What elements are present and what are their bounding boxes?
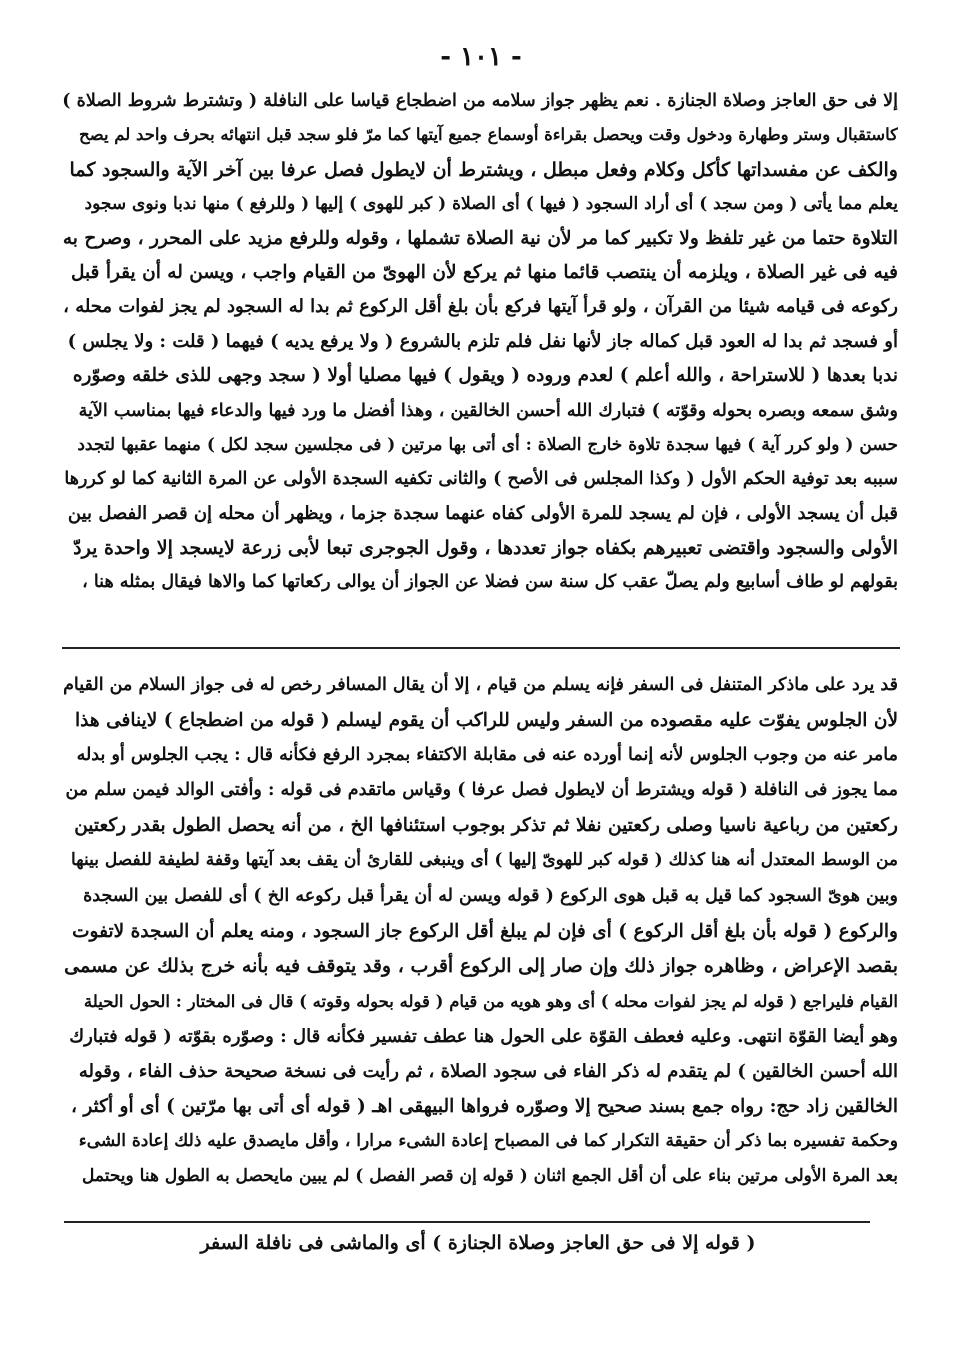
footnote-divider — [64, 1221, 870, 1223]
section-divider — [62, 647, 900, 649]
main-text-line: بقولهم لو طاف أسابيع ولم يصلّ عقب كل سنة سن فضلا عن الجواز أن يوالى ركعاتها كما والاها فيقال بمثله هنا ، — [82, 572, 898, 593]
main-text-line: أو فسجد ثم بدا له العود قبل كماله جاز لأنها نفل فلم تلزم بالشروع ( ولا يرفع يديه ) فيهما ( قلت : ولا يجلس ) — [67, 330, 898, 352]
commentary-line: القيام فليراجع ( قوله لم يجز لفوات محله ) أى وهو هويه من قيام ( قوله بحوله وقوته ) قال فى المختار : الحول الحيلة — [83, 991, 898, 1011]
commentary-line: قد يرد على ماذكر المتنفل فى السفر فإنه يسلم من قيام ، إلا أن يقال المسافر رخص له فى جواز السلام من القيام — [63, 675, 898, 695]
commentary-line: الخالقين زاد حج: رواه جمع بسند صحيح إلا وصوّره فرواها البيهقى اهـ ( قوله أى أتى بها مرّتين ) أى أو أكثر ، — [70, 1096, 898, 1118]
main-text-line: ندبا بعدها ( للاستراحة ، والله أعلم ) لعدم وروده ( ويقول ) فيها مصليا أولا ( سجد وجهى للذى خلقه وصوّره — [72, 365, 898, 387]
commentary-line: مما يجوز فى النافلة ( قوله ويشترط أن لايطول فصل عرفا ) وقياس ماتقدم فى قوله : وأفتى الوالد فيمن سلم من — [65, 780, 898, 801]
commentary-line: وحكمة تفسيره بما ذكر أن حقيقة التكرار كما فى المصباح إعادة الشىء مرارا ، وأقل مايصدق عليه ذلك إعادة الشىء — [78, 1131, 898, 1152]
main-text-line: ركوعه فى قيامه شيئا من القرآن ، ولو قرأ آيتها فركع بأن بلغ أقل الركوع ثم بدا له السجود لم يجز لفوات محله ، — [63, 296, 898, 318]
commentary-line: الله أحسن الخالقين ) لم يتقدم له ذكر الفاء فى سجود الصلاة ، ثم رأيت فى نسخة صحيحة حذف الفاء ، وقوله — [78, 1061, 898, 1083]
commentary-line: لأن الجلوس يفوّت عليه مقصوده من السفر وليس للراكب أن يقوم ليسلم ( قوله من اضطجاع ) لاينافى هذا — [75, 710, 898, 732]
page-number: - ١٠١ - — [440, 42, 522, 72]
main-text — [62, 84, 898, 600]
main-text-line: الأولى والسجود واقتضى تعبيرهم بكفاه جواز تعددها ، وقول الجوجرى تبعا لأبى زرعة لايسجد إلا واحدة يردّ — [73, 537, 898, 560]
commentary-line: وهو أيضا القوّة انتهى. وعليه فعطف القوّة على الحول هنا عطف تفسير فكأنه قال : وصوّره بقوّته ( قوله فتبارك — [69, 1025, 898, 1047]
commentary-line: من الوسط المعتدل أنه هنا كذلك ( قوله كبر للهوىّ إليها ) أى وينبغى للقارئ أن يقف بعد آيتها وقفة لطيفة للفصل بينها — [70, 850, 898, 871]
main-text-line: يعلم مما يأتى ( ومن سجد ) أى أراد السجود ( فيها ) أى الصلاة ( كبر للهوى ) إليها ( وللرفع ) منها ندبا ونوى سجود — [84, 194, 898, 215]
main-text-line: والكف عن مفسداتها كأكل وكلام وفعل مبطل ، ويشترط أن لايطول فصل عرفا بين آخر الآية والسجود كما — [69, 158, 898, 181]
main-text-line: حسن ( ولو كرر آية ) فيها سجدة تلاوة خارج الصلاة : أى أتى بها مرتين ( فى مجلسين سجد لكل ) منهما عقبها لتجدد — [77, 434, 898, 455]
main-text-line: قبل أن يسجد الأولى ، فإن لم يسجد للمرة الأولى كفاه عنهما سجدة جزما ، ويظهر أن محله إن قصر الفصل بين — [67, 502, 898, 524]
main-text-line: كاستقبال وستر وطهارة ودخول وقت ويحصل بقراءة أوسماع جميع آيتها كما مرّ فلو سجد قبل انتهائه بحرف واحد لم يصح — [79, 125, 898, 145]
commentary-line: بقصد الإعراض ، وظاهره جواز ذلك وإن صار إلى الركوع أقرب ، وقد يتوقف فيه بأنه خرج بذلك عن مسمى — [64, 954, 898, 977]
main-text-line: التلاوة حتما من غير تلفظ ولا تكبير كما مر لأن نية الصلاة تشملها ، وقوله وللرفع مزيد على المحرر ، وصرح به — [62, 227, 898, 249]
commentary-line: بعد المرة الأولى مرتين بناء على أن أقل الجمع اثنان ( قوله إن قصر الفصل ) لم يبين مايحصل به الطول هنا ويحتمل — [82, 1166, 898, 1187]
main-text-line: إلا فى حق العاجز وصلاة الجنازة . نعم يظهر جواز سلامه من اضطجاع قياسا على النافلة ( وتشترط شروط الصلاة ) — [62, 91, 898, 111]
commentary-text — [62, 668, 898, 1194]
commentary-line: وبين هوىّ السجود كما قيل به قبل هوى الركوع ( قوله ويسن له أن يقرأ قبل ركوعه الخ ) أى للفصل بين السجدة — [83, 885, 898, 906]
footnote: ( قوله إلا فى حق العاجز وصلاة الجنازة ) أى والماشى فى نافلة السفر — [200, 1232, 756, 1254]
commentary-line: ركعتين من رباعية ناسيا وصلى ركعتين نفلا ثم تذكر بوجوب استئنافها الخ ، من أنه يحصل الطول بقدر ركعتين — [74, 815, 898, 837]
commentary-line: مامر عنه من وجوب الجلوس لأنه إنما أورده عنه فى مقابلة الاكتفاء بمجرد الرفع فكأنه قال : يجب الجلوس أو بدله — [76, 745, 898, 766]
main-text-line: سببه بعد توفية الحكم الأول ( وكذا المجلس فى الأصح ) والثانى تكفيه السجدة الأولى عن المرة الثانية كما لو كررها — [64, 469, 898, 490]
main-text-line: فيه فى غير الصلاة ، ويلزمه أن ينتصب قائما منها ثم يركع لأن الهوىّ من القيام واجب ، ويسن له أن يقرأ قبل — [70, 261, 898, 283]
main-text-line: وشق سمعه وبصره بحوله وقوّته ) فتبارك الله أحسن الخالقين ، وهذا أفضل ما ورد فيها والدعاء فيها بمناسب الآية — [78, 400, 898, 421]
commentary-line: والركوع ( قوله بأن بلغ أقل الركوع ) أى فإن لم يبلغ أقل الركوع جاز السجود ، ومنه يعلم أن السجدة لاتفوت — [72, 920, 898, 942]
